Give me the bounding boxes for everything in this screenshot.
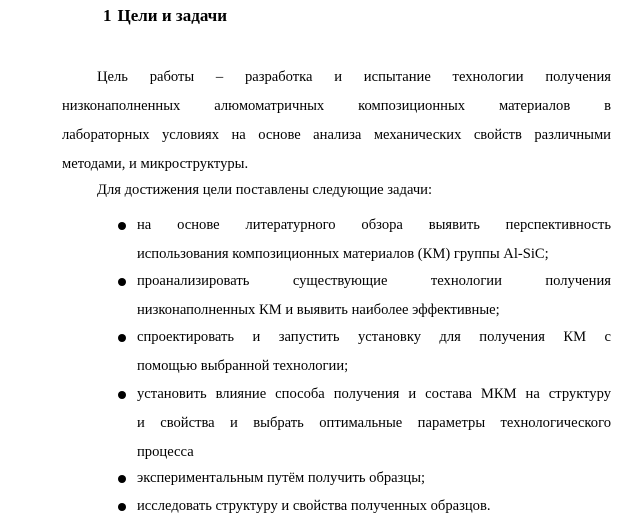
bullet-icon: [118, 278, 126, 286]
goal-line: методами, и микроструктуры.: [62, 156, 249, 172]
bullet-icon: [118, 222, 126, 230]
section-heading: [103, 4, 227, 28]
goal-line: низконаполненных алюмоматричных композиционных материалов в: [62, 98, 611, 114]
list-item-text: [137, 464, 611, 493]
list-item-text: [137, 492, 611, 521]
goal-line: Цель работы – разработка и испытание технологии получения: [97, 69, 611, 85]
section-title: Цели и задачи: [117, 6, 228, 25]
list-item-line: исследовать структуру и свойства полученных образцов.: [137, 498, 491, 514]
list-item-line: помощью выбранной технологии;: [137, 358, 349, 374]
section-number: 1: [103, 6, 112, 25]
list-item-line: спроектировать и запустить установку для получения КМ с: [137, 329, 611, 345]
bullet-icon: [118, 475, 126, 483]
list-item-line: процесса: [137, 444, 194, 460]
list-item-text: [137, 380, 611, 467]
list-item-text: [137, 323, 611, 381]
list-item-line: использования композиционных материалов (КМ) группы Al-SiC;: [137, 246, 549, 262]
list-item-line: экспериментальным путём получить образцы;: [137, 470, 426, 486]
list-item-text: [137, 211, 611, 269]
goal-line: лабораторных условиях на основе анализа механических свойств различными: [62, 127, 611, 143]
tasks-intro: Для достижения цели поставлены следующие задачи:: [97, 182, 433, 198]
list-item-line: на основе литературного обзора выявить перспективность: [137, 217, 611, 233]
bullet-icon: [118, 503, 126, 511]
goal-paragraph: [62, 63, 611, 179]
list-item-line: низконаполненных КМ и выявить наиболее эффективные;: [137, 302, 500, 318]
bullet-icon: [118, 334, 126, 342]
list-item-line: установить влияние способа получения и состава МКМ на структуру: [137, 386, 611, 402]
list-item-line: проанализировать существующие технологии получения: [137, 273, 611, 289]
list-item-text: [137, 267, 611, 325]
bullet-icon: [118, 391, 126, 399]
list-item-line: и свойства и выбрать оптимальные параметры технологического: [137, 415, 611, 431]
